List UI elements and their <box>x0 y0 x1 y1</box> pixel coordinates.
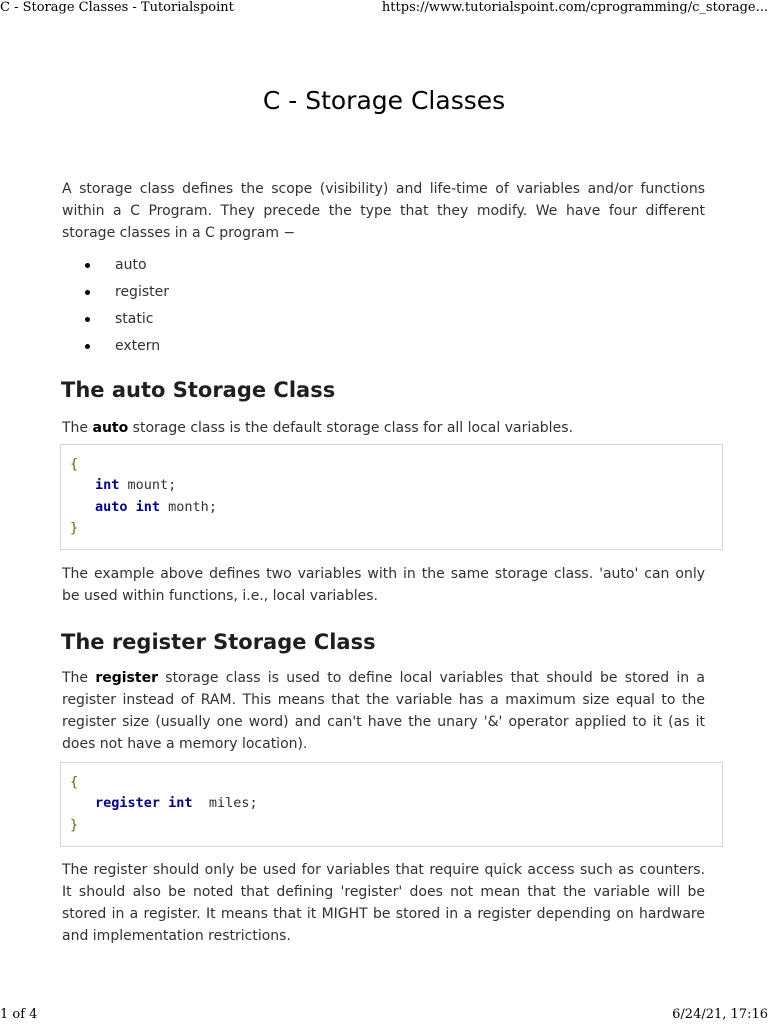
page-url[interactable]: https://www.tutorialspoint.com/cprogramming/c_storage... <box>381 0 768 15</box>
auto-note <box>62 563 705 607</box>
code-open-brace: { <box>70 774 79 790</box>
auto-code-block <box>60 444 723 550</box>
code-keyword: int <box>95 477 120 493</box>
register-note <box>62 859 705 947</box>
code-keyword: register <box>95 795 161 811</box>
page-tab-title: C - Storage Classes - Tutorialspoint <box>0 0 234 15</box>
code-text: mount; <box>119 477 177 493</box>
auto-description <box>62 417 705 439</box>
code-open-brace: { <box>70 456 79 472</box>
register-desc-suffix: storage class is used to define local variables that should be stored in a register instead of RAM. This means that the variable has a maximum size equal to the register size (usually one word) and can't have the unary '&' operator applied to it (as it does not have a memory location). <box>62 670 705 752</box>
register-section-heading: The register Storage Class <box>61 630 376 654</box>
code-line <box>95 497 217 518</box>
code-keyword: auto <box>95 499 128 515</box>
storage-class-list <box>62 254 169 362</box>
print-header <box>0 0 768 16</box>
register-description <box>62 667 705 755</box>
code-keyword: int <box>135 499 161 515</box>
print-footer <box>0 1007 768 1023</box>
code-text: month; <box>160 499 217 515</box>
list-item: register <box>62 281 169 308</box>
code-line <box>95 793 258 814</box>
print-datetime: 6/24/21, 17:16 <box>672 1007 768 1022</box>
code-close-brace: } <box>70 520 79 536</box>
page-title: C - Storage Classes <box>262 86 506 115</box>
intro-text: A storage class defines the scope (visibility) and life-time of variables and/or functions within a C Program. They precede the type that they modify. We have four different storage classes in a C program − <box>62 181 705 241</box>
auto-section-heading: The auto Storage Class <box>61 378 336 402</box>
auto-note-text: The example above defines two variables with in the same storage class. 'auto' can only be used within functions, i.e., local variables. <box>62 566 705 604</box>
intro-paragraph <box>62 178 705 244</box>
code-text: miles; <box>192 795 258 811</box>
register-note-text: The register should only be used for variables that require quick access such as counters. It should also be noted that defining 'register' does not mean that the variable will be stored in a register. It means that it MIGHT be stored in a register depending on hardware and implementation restrictions. <box>62 862 705 944</box>
list-item: static <box>62 308 169 335</box>
register-code-block <box>60 762 723 847</box>
list-item: extern <box>62 335 169 362</box>
code-keyword: int <box>168 795 193 811</box>
code-line <box>95 475 176 496</box>
page-indicator: 1 of 4 <box>0 1007 38 1022</box>
list-item: auto <box>62 254 169 281</box>
register-desc-prefix: The <box>62 670 96 686</box>
auto-keyword: auto <box>92 420 129 436</box>
auto-desc-suffix: storage class is the default storage class for all local variables. <box>128 420 573 436</box>
auto-desc-prefix: The <box>62 420 93 436</box>
code-close-brace: } <box>70 817 79 833</box>
register-keyword: register <box>95 670 158 686</box>
